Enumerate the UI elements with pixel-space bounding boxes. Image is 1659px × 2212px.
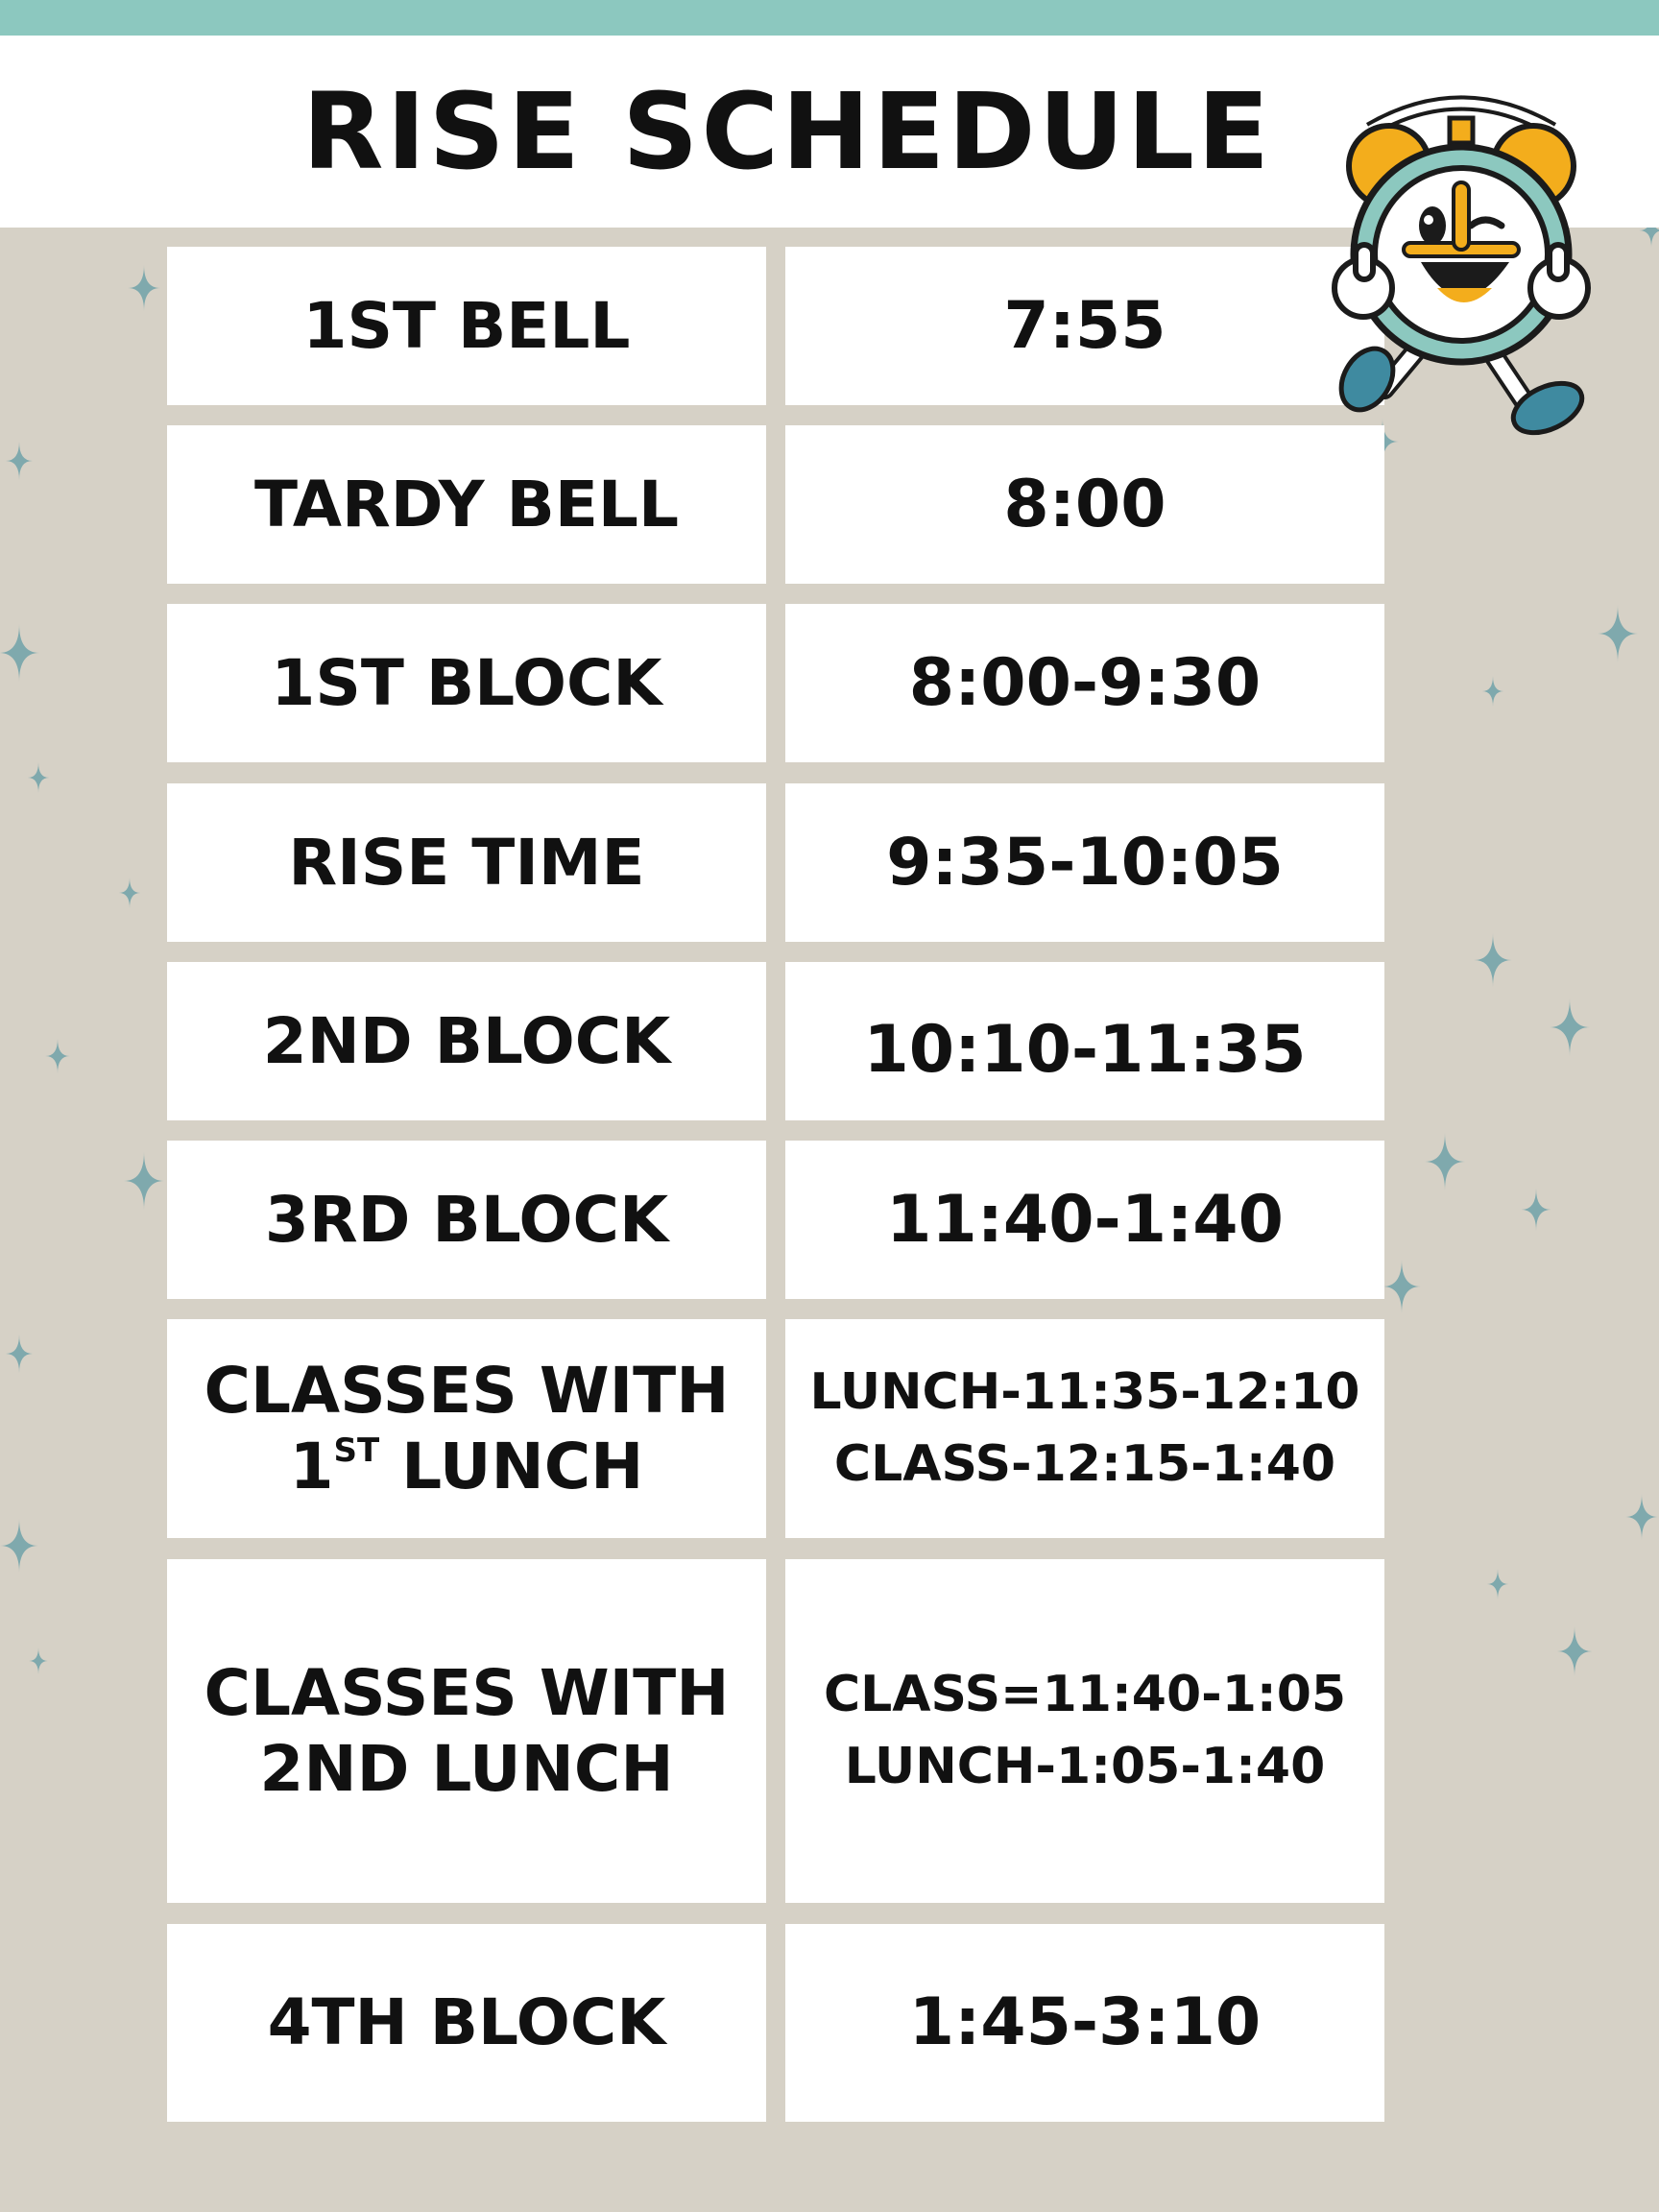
ordinal-suffix: ST	[333, 1431, 380, 1470]
row-time-rise-time: 9:35-10:05	[785, 783, 1384, 942]
top-accent-bar	[0, 0, 1659, 36]
sparkle-icon	[1487, 1569, 1508, 1599]
label-line-1: CLASSES WITH	[204, 1655, 730, 1730]
sparkle-icon	[1550, 998, 1590, 1056]
sparkle-icon	[128, 265, 160, 311]
row-time-classes-1st-lunch	[785, 1319, 1384, 1538]
label-line-1: CLASSES WITH	[204, 1353, 730, 1428]
sparkle-icon	[0, 624, 39, 682]
sparkle-icon	[1382, 1260, 1420, 1313]
alarm-clock-mascot-icon	[1317, 91, 1605, 448]
time-line-2: LUNCH-1:05-1:40	[844, 1738, 1326, 1795]
time-line-1: CLASS=11:40-1:05	[823, 1665, 1347, 1723]
sparkle-icon	[1625, 1494, 1658, 1540]
time-line-2: CLASS-12:15-1:40	[833, 1435, 1336, 1493]
sparkle-icon	[119, 878, 140, 908]
row-time-1st-bell: 7:55	[785, 247, 1384, 405]
row-label-4th-block: 4TH BLOCK	[167, 1924, 766, 2122]
label-line-2	[204, 1429, 730, 1504]
sparkle-icon	[124, 1152, 164, 1210]
label-line-2-rest: LUNCH	[379, 1430, 644, 1503]
sparkle-icon	[1474, 933, 1511, 987]
sparkle-icon	[1557, 1626, 1592, 1676]
row-label-classes-1st-lunch	[167, 1319, 766, 1538]
sparkle-icon	[6, 442, 33, 480]
sparkle-icon	[6, 1334, 33, 1373]
sparkle-icon	[1482, 676, 1503, 707]
sparkle-icon	[45, 1039, 69, 1073]
ordinal-number: 1	[289, 1430, 334, 1503]
row-time-1st-block: 8:00-9:30	[785, 604, 1384, 762]
row-label-classes-2nd-lunch	[167, 1559, 766, 1903]
row-label-1st-block: 1ST BLOCK	[167, 604, 766, 762]
row-time-4th-block: 1:45-3:10	[785, 1924, 1384, 2122]
row-label-tardy-bell: TARDY BELL	[167, 425, 766, 584]
time-line-1: LUNCH-11:35-12:10	[809, 1362, 1360, 1421]
page-title: RISE SCHEDULE	[301, 70, 1273, 193]
row-time-2nd-block: 10:10-11:35	[785, 962, 1384, 1120]
sparkle-icon	[28, 762, 49, 793]
row-label-3rd-block: 3RD BLOCK	[167, 1141, 766, 1299]
sparkle-icon	[1522, 1189, 1551, 1231]
row-label-rise-time: RISE TIME	[167, 783, 766, 942]
sparkle-icon	[0, 1519, 37, 1573]
row-time-classes-2nd-lunch	[785, 1559, 1384, 1903]
row-label-2nd-block: 2ND BLOCK	[167, 962, 766, 1120]
sparkle-icon	[29, 1647, 48, 1674]
label-line-2: 2ND LUNCH	[259, 1732, 674, 1806]
row-time-tardy-bell: 8:00	[785, 425, 1384, 584]
sparkle-icon	[1598, 605, 1638, 662]
row-time-3rd-block: 11:40-1:40	[785, 1141, 1384, 1299]
sparkle-icon	[1425, 1133, 1465, 1190]
row-label-1st-bell: 1ST BELL	[167, 247, 766, 405]
